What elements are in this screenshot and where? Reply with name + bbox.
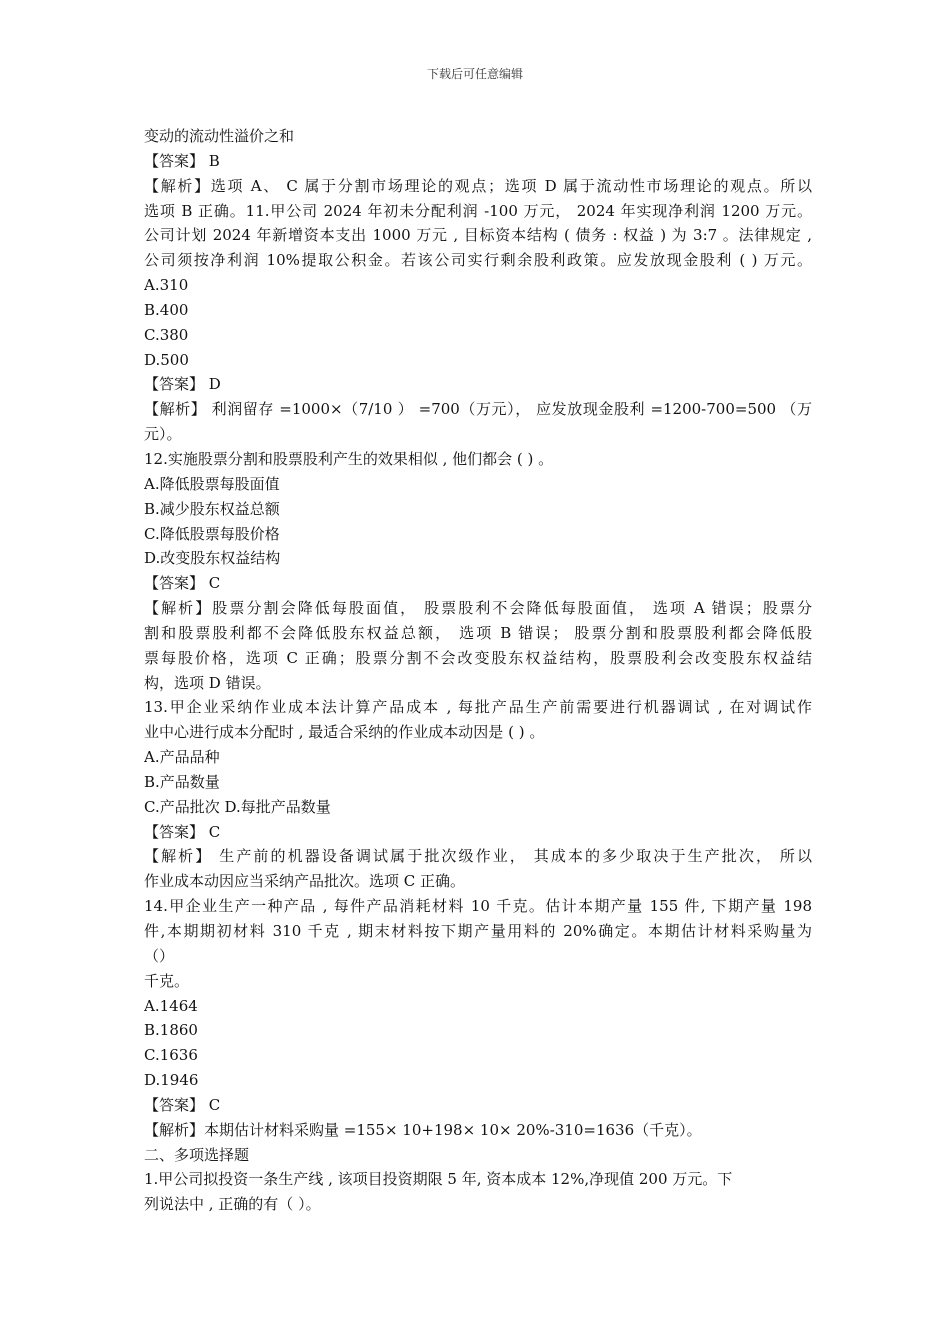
text-line: 列说法中 , 正确的有（ ）。 <box>144 1195 321 1214</box>
text-line: 【解析】 利润留存 =1000×（7/10 ） =700（万元）， 应发放现金股利 =1200-700=500 （万 <box>144 400 812 419</box>
text-line: 【解析】股票分割会降低每股面值， 股票股利不会降低每股面值， 选项 A 错误；股票分 <box>144 599 812 618</box>
text-line: 【解析】本期估计材料采购量 =155× 10+198× 10× 20%-310=1636（千克）。 <box>144 1120 702 1139</box>
text-line: 【解析】选项 A、 C 属于分割市场理论的观点；选项 D 属于流动性市场理论的观点。所以 <box>144 176 812 195</box>
text-line: A.降低股票每股面值 <box>144 474 280 493</box>
text-line: 【答案】 C <box>144 1095 221 1114</box>
text-line: 12.实施股票分割和股票股利产生的效果相似 , 他们都会 ( ) 。 <box>144 449 554 468</box>
text-line: 千克。 <box>144 971 190 990</box>
text-line: 公司须按净利润 10%提取公积金。若该公司实行剩余股利政策。应发放现金股利 ( ) 万元。 <box>144 251 812 270</box>
document-body <box>144 124 812 1217</box>
text-line: 割和股票股利都不会降低股东权益总额， 选项 B 错误； 股票分割和股票股利都会降低股 <box>144 623 812 642</box>
text-line: B.减少股东权益总额 <box>144 499 280 518</box>
text-line: D.改变股东权益结构 <box>144 549 281 568</box>
page-header: 下载后可任意编辑 <box>426 67 523 81</box>
text-line: 票每股价格，选项 C 正确；股票分割不会改变股东权益结构，股票股利会改变股东权益结 <box>144 648 812 667</box>
text-line: 13.甲企业采纳作业成本法计算产品成本 , 每批产品生产前需要进行机器调试 , 在对调试作 <box>144 698 812 717</box>
text-line: B.400 <box>144 300 189 319</box>
text-line: 【解析】 生产前的机器设备调试属于批次级作业， 其成本的多少取决于生产批次， 所以 <box>144 847 812 866</box>
text-line: D.1946 <box>144 1071 199 1090</box>
text-line: 件,本期期初材料 310 千克 , 期末材料按下期产量用料的 20%确定。本期估计材料采购量为 <box>144 922 812 940</box>
text-line: 【答案】 C <box>144 574 221 593</box>
text-line: A.1464 <box>144 996 198 1015</box>
text-line: A.产品品种 <box>144 748 220 767</box>
text-line: 公司计划 2024 年新增资本支出 1000 万元 , 目标资本结构 ( 债务 : 权益 ) 为 3:7 。法律规定 , <box>144 226 812 245</box>
text-line: 1.甲公司拟投资一条生产线 , 该项目投资期限 5 年, 资本成本 12%,净现值 200 万元。下 <box>144 1170 733 1189</box>
text-line: 二、多项选择题 <box>144 1145 250 1164</box>
text-line: 作业成本动因应当采纳产品批次。选项 C 正确。 <box>144 872 466 891</box>
text-line: D.500 <box>144 350 189 369</box>
text-line: 变动的流动性溢价之和 <box>144 127 295 145</box>
text-line: 选项 B 正确。11.甲公司 2024 年初未分配利润 -100 万元， 2024 年实现净利润 1200 万元。 <box>144 201 812 220</box>
text-line: C.1636 <box>144 1046 198 1065</box>
text-line: 构，选项 D 错误。 <box>144 673 271 692</box>
text-line: 【答案】 C <box>144 822 221 841</box>
text-line: B.产品数量 <box>144 772 220 791</box>
text-line: C.降低股票每股价格 <box>144 524 280 543</box>
text-line: 【答案】 D <box>144 375 221 394</box>
text-line: C.产品批次 D.每批产品数量 <box>144 797 331 816</box>
text-line: 业中心进行成本分配时 , 最适合采纳的作业成本动因是 ( ) 。 <box>144 723 545 742</box>
text-line: B.1860 <box>144 1021 198 1040</box>
text-line: （） <box>144 946 175 965</box>
text-line: A.310 <box>144 276 189 295</box>
text-line: C.380 <box>144 325 189 344</box>
text-line: 元）。 <box>144 425 182 444</box>
text-line: 14.甲企业生产一种产品 , 每件产品消耗材料 10 千克。估计本期产量 155 件, 下期产量 198 <box>144 897 812 916</box>
text-line: 【答案】 B <box>144 151 220 170</box>
